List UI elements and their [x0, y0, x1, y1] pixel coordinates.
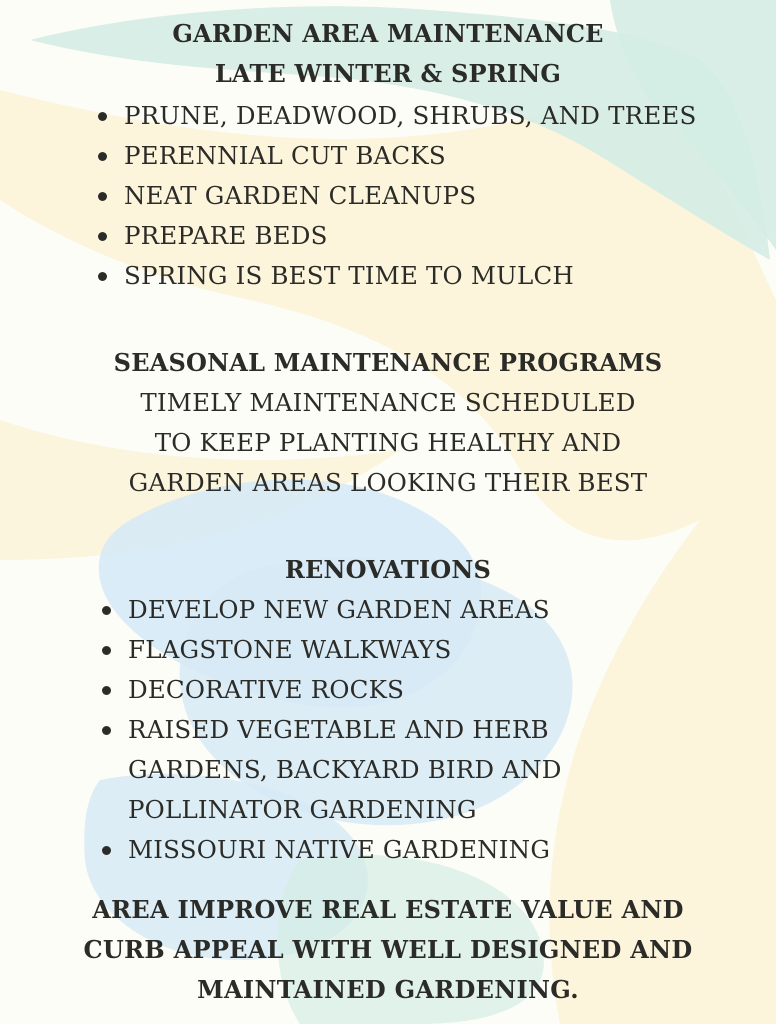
garden-maintenance-title: GARDEN AREA MAINTENANCE — [172, 19, 604, 48]
list-item: PERENNIAL CUT BACKS — [98, 136, 696, 176]
garden-maintenance-subtitle: LATE WINTER & SPRING — [214, 59, 562, 88]
list-item — [102, 710, 562, 830]
renovations-list — [102, 590, 562, 870]
closing-line: MAINTAINED GARDENING. — [197, 975, 579, 1004]
list-item: DEVELOP NEW GARDEN AREAS — [102, 590, 562, 630]
renovations-title: RENOVATIONS — [284, 555, 492, 584]
list-item-continuation: POLLINATOR GARDENING — [128, 795, 477, 824]
list-item: DECORATIVE ROCKS — [102, 670, 562, 710]
list-item-continuation: GARDENS, BACKYARD BIRD AND — [128, 755, 562, 784]
closing-line: CURB APPEAL WITH WELL DESIGNED AND — [83, 935, 693, 964]
closing-line: AREA IMPROVE REAL ESTATE VALUE AND — [92, 895, 684, 924]
list-item: PRUNE, DEADWOOD, SHRUBS, AND TREES — [98, 96, 696, 136]
garden-maintenance-list — [98, 96, 696, 296]
seasonal-description-line: TO KEEP PLANTING HEALTHY AND — [154, 428, 622, 457]
seasonal-description-line: TIMELY MAINTENANCE SCHEDULED — [140, 388, 636, 417]
list-item-text: RAISED VEGETABLE AND HERB — [128, 715, 549, 744]
seasonal-programs-title: SEASONAL MAINTENANCE PROGRAMS — [113, 348, 663, 377]
list-item: MISSOURI NATIVE GARDENING — [102, 830, 562, 870]
list-item: FLAGSTONE WALKWAYS — [102, 630, 562, 670]
list-item: PREPARE BEDS — [98, 216, 696, 256]
list-item: NEAT GARDEN CLEANUPS — [98, 176, 696, 216]
seasonal-description-line: GARDEN AREAS LOOKING THEIR BEST — [128, 468, 648, 497]
list-item: SPRING IS BEST TIME TO MULCH — [98, 256, 696, 296]
